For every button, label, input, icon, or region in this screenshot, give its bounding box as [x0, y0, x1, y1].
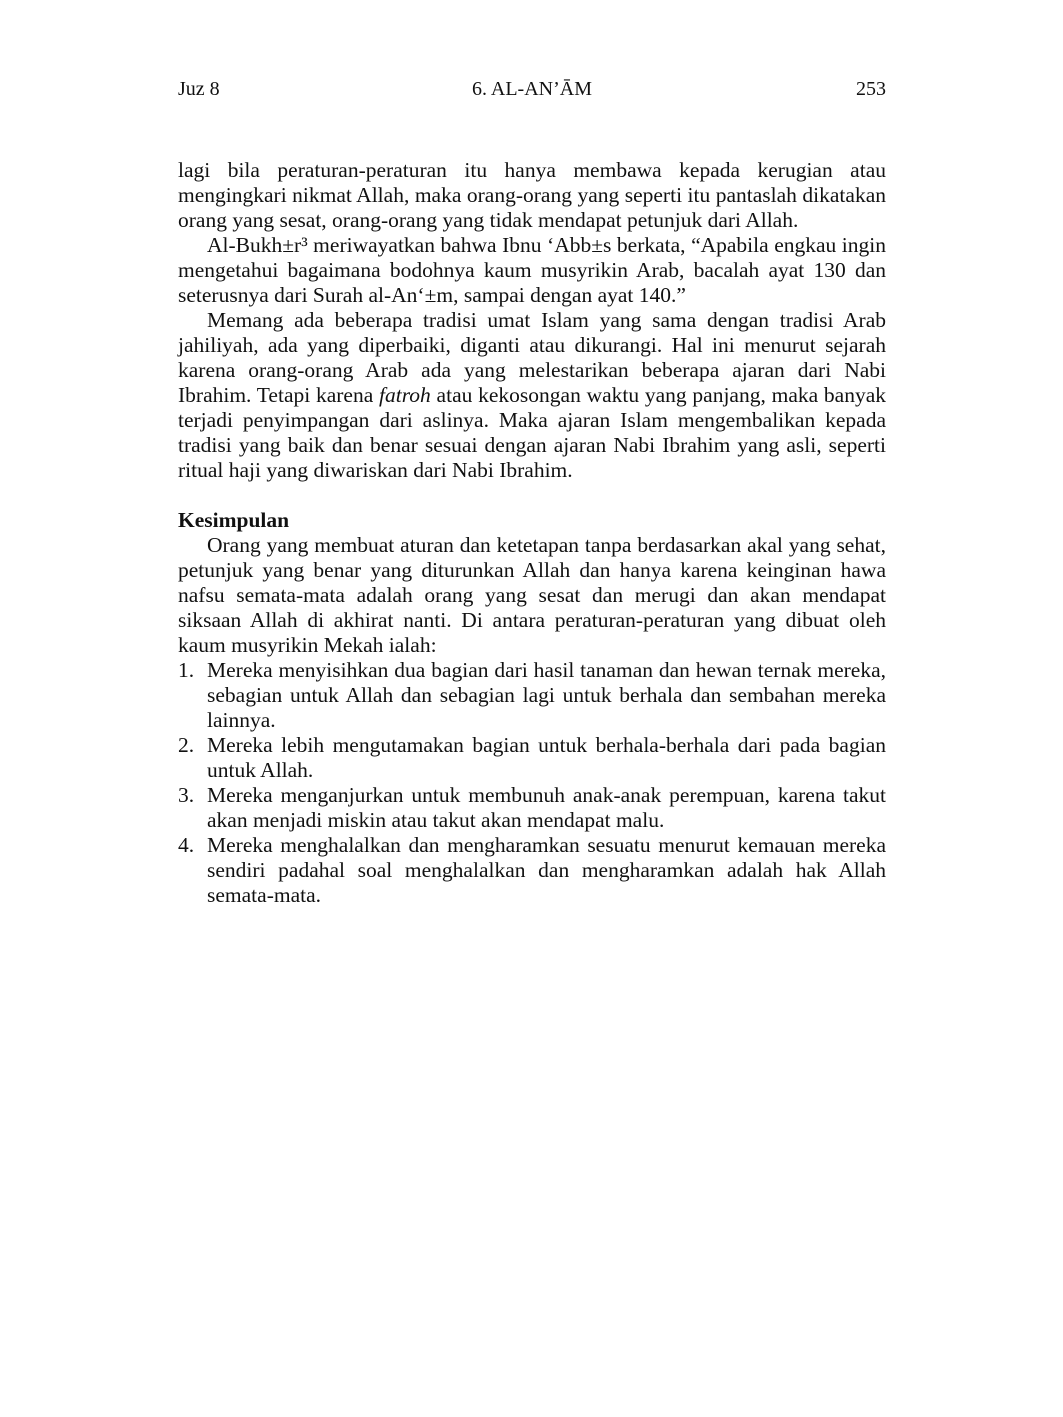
- paragraph-tradition-part2: atau kekosongan waktu yang panjang, maka banyak terjadi penyimpangan dari aslinya. Maka ajaran Islam mengembalikan kepada tradisi yang baik dan benar sesuai dengan ajaran Nabi Ibrahim yang asli, seperti ritual haji yang diwariskan dari Nabi Ibrahim.: [178, 383, 886, 482]
- page-number: 253: [856, 78, 886, 100]
- header-juz: Juz 8: [178, 78, 220, 100]
- list-item-text: Mereka menyisihkan dua bagian dari hasil tanaman dan hewan ternak mereka, sebagian untuk Allah dan sebagian lagi untuk berhala dan sembahan mereka lainnya.: [207, 658, 886, 732]
- list-item-number: 4.: [178, 833, 195, 857]
- paragraph-conclusion-intro: Orang yang membuat aturan dan ketetapan tanpa berdasarkan akal yang sehat, petunjuk yang benar yang diturunkan Allah dan hanya karena keinginan hawa nafsu semata-mata adalah orang yang sesat dan merugi dan akan mendapat siksaan Allah di akhirat nanti. Di antara peraturan-peraturan yang dibuat oleh kaum musyrikin Mekah ialah:: [178, 533, 886, 657]
- paragraph-tradition: [178, 308, 886, 483]
- section-heading-kesimpulan: Kesimpulan: [178, 508, 290, 532]
- list-item-text: Mereka menghalalkan dan mengharamkan sesuatu menurut kemauan mereka sendiri padahal soal menghalalkan dan mengharamkan adalah hak Allah semata-mata.: [207, 833, 886, 907]
- running-header: [178, 76, 886, 102]
- list-item: [178, 658, 886, 733]
- paragraph-tradition-part1: Memang ada beberapa tradisi umat Islam yang sama dengan tradisi Arab jahiliyah, ada yang diperbaiki, diganti atau dikurangi. Hal ini menurut sejarah karena orang-orang Arab ada yang melestarikan beberapa ajaran dari Nabi Ibrahim. Tetapi karena: [178, 308, 886, 407]
- list-item-number: 1.: [178, 658, 195, 682]
- list-item-text: Mereka menganjurkan untuk membunuh anak-anak perempuan, karena takut akan menjadi miskin atau takut akan mendapat malu.: [207, 783, 886, 832]
- list-item-text: Mereka lebih mengutamakan bagian untuk berhala-berhala dari pada bagian untuk Allah.: [207, 733, 886, 782]
- list-item-number: 2.: [178, 733, 195, 757]
- header-surah-title: 6. AL-AN’ĀM: [472, 78, 592, 100]
- list-item-number: 3.: [178, 783, 195, 807]
- conclusion-list: [178, 658, 886, 908]
- paragraph-bukhari: Al-Bukh±r³ meriwayatkan bahwa Ibnu ‘Abb±s berkata, “Apabila engkau ingin mengetahui bagaimana bodohnya kaum musyrikin Arab, bacalah ayat 130 dan seterusnya dari Surah al-An‘±m, sampai dengan ayat 140.”: [178, 233, 886, 307]
- list-item: [178, 783, 886, 833]
- paragraph-continuation: lagi bila peraturan-peraturan itu hanya membawa kepada kerugian atau mengingkari nikmat Allah, maka orang-orang yang seperti itu pantaslah dikatakan orang yang sesat, orang-orang yang tidak mendapat petunjuk dari Allah.: [178, 158, 886, 232]
- term-fatroh: fatroh: [379, 383, 431, 407]
- list-item: [178, 833, 886, 908]
- page-body: [178, 158, 886, 908]
- list-item: [178, 733, 886, 783]
